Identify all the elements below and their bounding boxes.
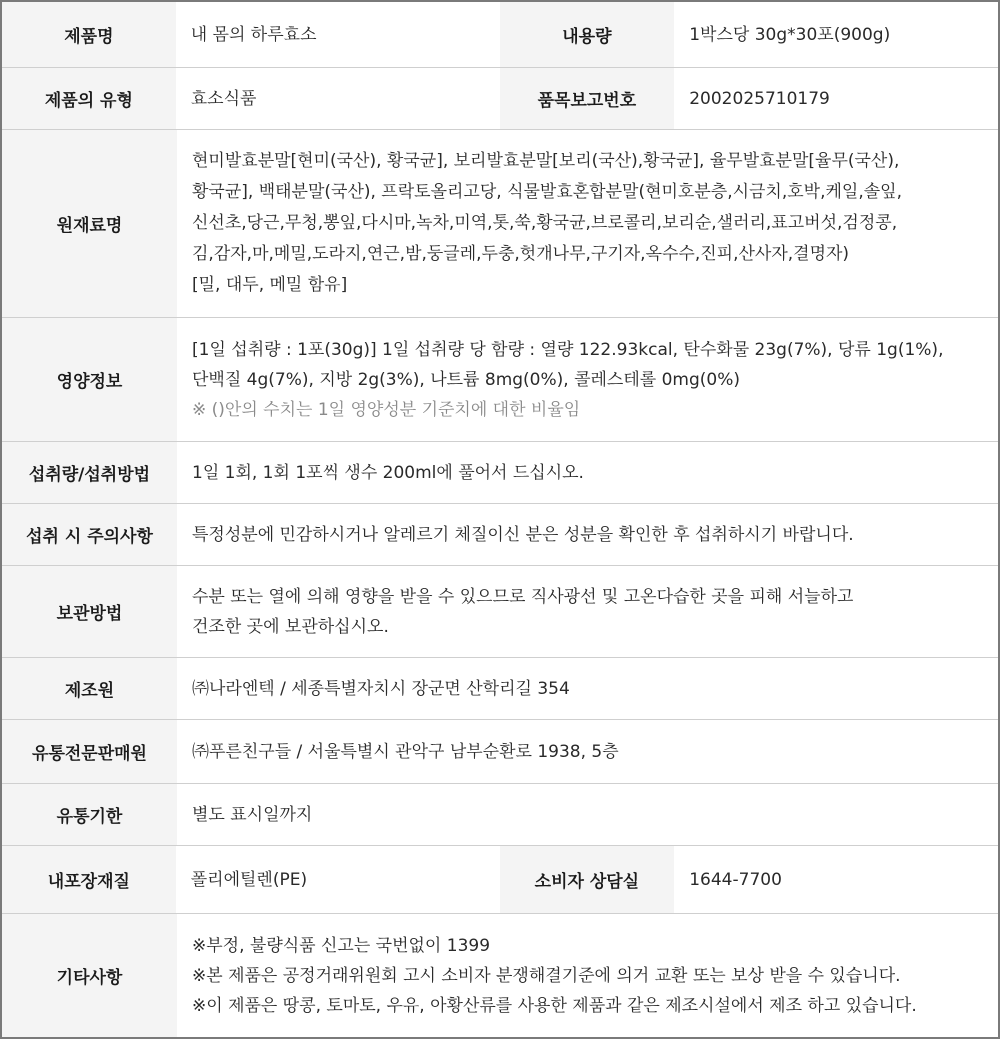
row-value-nutrition: [177, 318, 998, 441]
row-value-manufacturer: ㈜나라엔텍 / 세종특별자치시 장군면 산학리길 354: [192, 678, 570, 699]
table-row: [2, 504, 998, 566]
row-value-distributor: ㈜푸른친구들 / 서울특별시 관악구 남부순환로 1938, 5층: [192, 741, 619, 762]
row-label-other: 기타사항: [2, 914, 177, 1037]
table-row: [2, 318, 998, 442]
nutrition-line: 단백질 4g(7%), 지방 2g(3%), 나트륨 8mg(0%), 콜레스테롤 0mg(0%): [192, 369, 741, 390]
ingredients-line: 황국균], 백태분말(국산), 프락토올리고당, 식물발효혼합분말(현미호분층,시금치,호박,케일,솔잎,: [192, 182, 903, 202]
row-value-intake-method: 1일 1회, 1회 1포씩 생수 200ml에 풀어서 드십시오.: [192, 462, 584, 483]
row-label-consumer-center: 소비자 상담실: [500, 846, 675, 913]
nutrition-line: [1일 섭취량 : 1포(30g)] 1일 섭취량 당 함량 : 열량 122.93kcal, 탄수화물 23g(7%), 당류 1g(1%),: [192, 339, 944, 360]
storage-line: 건조한 곳에 보관하십시오.: [192, 616, 389, 637]
row-label-distributor: 유통전문판매원: [2, 720, 177, 783]
table-row: [2, 566, 998, 658]
row-label-nutrition: 영양정보: [2, 318, 177, 441]
row-value-packaging: 폴리에틸렌(PE): [190, 869, 308, 890]
row-value-ingredients: [177, 130, 998, 317]
table-row: [2, 914, 998, 1037]
table-row: [2, 846, 998, 914]
row-value-product-name: 내 몸의 하루효소: [190, 24, 317, 45]
ingredients-line: 김,감자,마,메밀,도라지,연근,밤,둥글레,두충,헛개나무,구기자,옥수수,진피,산사자,결명자): [192, 244, 850, 264]
row-value-product-type: 효소식품: [190, 88, 257, 109]
table-row: [2, 720, 998, 784]
table-row: [2, 68, 998, 130]
row-label-product-type: 제품의 유형: [2, 68, 176, 129]
row-value-report-number: 2002025710179: [689, 88, 830, 109]
row-label-volume: 내용량: [500, 2, 675, 67]
ingredients-line: 현미발효분말[현미(국산), 황국균], 보리발효분말[보리(국산),황국균], 율무발효분말[율무(국산),: [192, 151, 900, 171]
row-value-consumer-center: 1644-7700: [689, 869, 782, 890]
row-label-ingredients: 원재료명: [2, 130, 177, 317]
other-line: ※부정, 불량식품 신고는 국번없이 1399: [192, 935, 491, 956]
table-row: [2, 658, 998, 720]
table-row: [2, 2, 998, 68]
row-label-product-name: 제품명: [2, 2, 176, 67]
row-label-packaging: 내포장재질: [2, 846, 176, 913]
row-value-expiration: 별도 표시일까지: [192, 804, 313, 825]
table-row: [2, 130, 998, 318]
row-value-storage: [177, 566, 998, 657]
row-value-precautions: 특정성분에 민감하시거나 알레르기 체질이신 분은 성분을 확인한 후 섭취하시기 바랍니다.: [192, 524, 854, 545]
row-label-expiration: 유통기한: [2, 784, 177, 845]
table-row: [2, 442, 998, 504]
row-label-report-number: 품목보고번호: [500, 68, 675, 129]
row-label-storage: 보관방법: [2, 566, 177, 657]
row-label-manufacturer: 제조원: [2, 658, 177, 719]
row-label-intake-method: 섭취량/섭취방법: [2, 442, 177, 503]
row-value-volume: 1박스당 30g*30포(900g): [689, 24, 891, 45]
ingredients-line: 신선초,당근,무청,뽕잎,다시마,녹차,미역,톳,쑥,황국균,브로콜리,보리순,샐러리,표고버섯,검정콩,: [192, 213, 898, 233]
storage-line: 수분 또는 열에 의해 영향을 받을 수 있으므로 직사광선 및 고온다습한 곳을 피해 서늘하고: [192, 586, 854, 607]
table-row: [2, 784, 998, 846]
nutrition-note: ※ ()안의 수치는 1일 영양성분 기준치에 대한 비율임: [192, 399, 581, 420]
ingredients-line: [밀, 대두, 메밀 함유]: [192, 275, 348, 295]
row-value-other: [177, 914, 998, 1037]
other-line: ※이 제품은 땅콩, 토마토, 우유, 아황산류를 사용한 제품과 같은 제조시설에서 제조 하고 있습니다.: [192, 995, 917, 1016]
row-label-precautions: 섭취 시 주의사항: [2, 504, 177, 565]
other-line: ※본 제품은 공정거래위원회 고시 소비자 분쟁해결기준에 의거 교환 또는 보상 받을 수 있습니다.: [192, 965, 901, 986]
